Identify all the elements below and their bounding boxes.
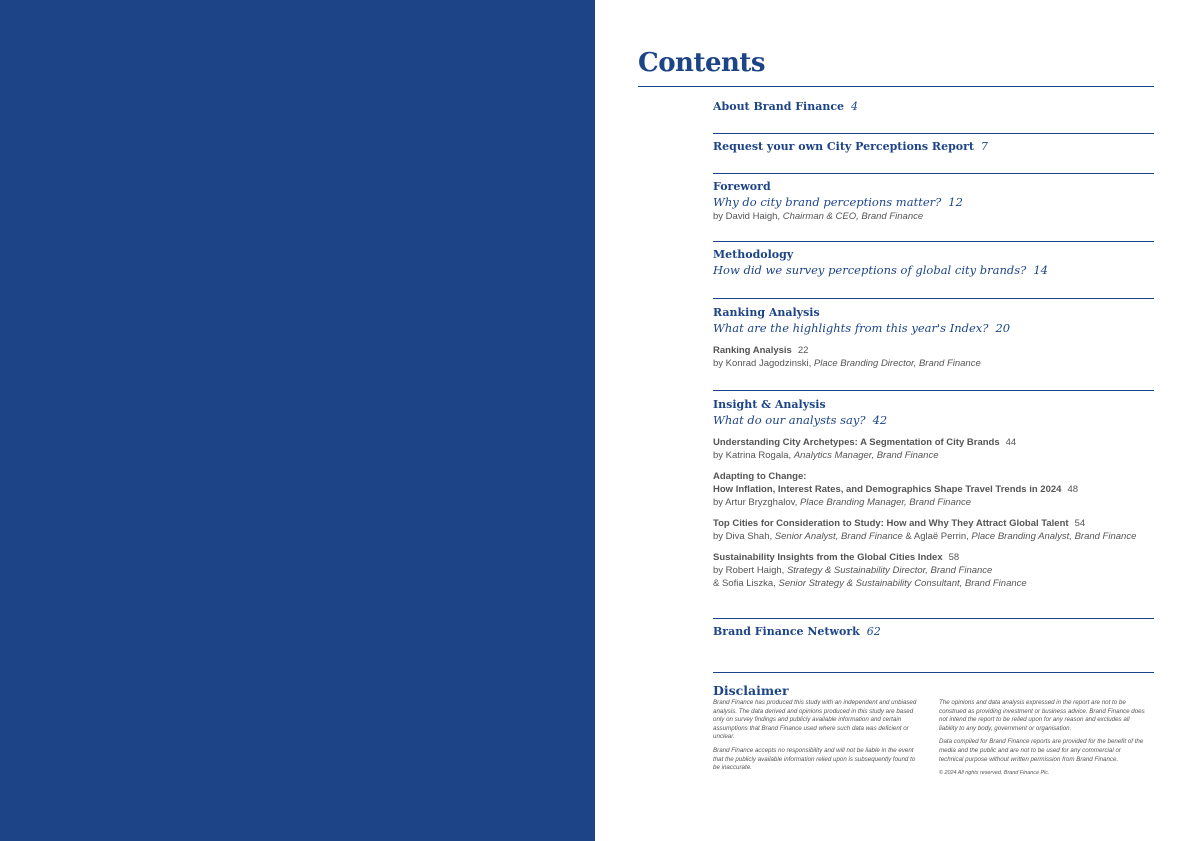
entry-page: 58 (948, 552, 960, 563)
toc-entry[interactable] (713, 517, 1154, 543)
toc-page: 14 (1033, 263, 1048, 277)
toc-title: Foreword (713, 180, 771, 193)
toc-entry[interactable] (713, 344, 1154, 370)
entry-page: 48 (1067, 484, 1079, 495)
toc-page: 42 (872, 413, 888, 427)
disclaimer-paragraph: The opinions and data analysis expressed in the report are not to be construed as providing investment or business advice. Brand Finance does not intend the report to be relied upon for any reason and excludes all liability to any body, government or organisation. (939, 699, 1145, 732)
toc-page: 7 (980, 140, 988, 153)
disclaimer-column-right (939, 699, 1147, 783)
toc-entry[interactable] (713, 470, 1154, 509)
divider (713, 672, 1154, 673)
byline: by Artur Bryzghalov, Place Branding Manager, Brand Finance (713, 497, 972, 508)
disclaimer-paragraph: Brand Finance accepts no responsibility and will not be liable in the event that the publicly available information relied upon is subsequently found to be inaccurate. (713, 746, 916, 772)
toc-section-ranking[interactable] (713, 306, 1154, 370)
entry-page: 22 (797, 345, 809, 356)
byline: by Konrad Jagodzinski, Place Branding Director, Brand Finance (713, 358, 981, 369)
entry-page: 44 (1005, 437, 1017, 448)
contents-page (595, 0, 1190, 841)
toc-entry[interactable] (713, 436, 1154, 462)
disclaimer-column-left (713, 699, 921, 778)
title-divider (638, 86, 1154, 87)
toc-title: Methodology (713, 248, 794, 261)
toc-entry[interactable] (713, 551, 1154, 590)
copyright: © 2024 All rights reserved. Brand Finance Plc. (939, 770, 1050, 777)
disclaimer-paragraph: Brand Finance has produced this study with an independent and unbiased analysis. The data derived and opinions produced in this study are based only on survey findings and publicly available information and certain assumptions that Brand Finance used where such data was deficient or unclear. (713, 699, 917, 741)
entry-title: Top Cities for Consideration to Study: How and Why They Attract Global Talent (713, 518, 1069, 529)
toc-title: Request your own City Perceptions Report (713, 140, 974, 153)
disclaimer-title: Disclaimer (713, 683, 789, 698)
byline: by Katrina Rogala, Analytics Manager, Brand Finance (713, 450, 939, 461)
entry-title: Understanding City Archetypes: A Segmentation of City Brands (713, 437, 1000, 448)
entry-title: Sustainability Insights from the Global Cities Index (713, 552, 943, 563)
toc-section-insight[interactable] (713, 398, 1154, 590)
divider (713, 133, 1154, 134)
toc-page: 12 (948, 195, 963, 209)
toc-title: Ranking Analysis (713, 306, 820, 319)
entry-page: 54 (1074, 518, 1086, 529)
entry-title: How Inflation, Interest Rates, and Demographics Shape Travel Trends in 2024 (713, 484, 1062, 495)
divider (713, 618, 1154, 619)
toc-section-foreword[interactable] (713, 180, 1154, 223)
toc-section-about[interactable] (713, 100, 1154, 114)
entry-title-line1: Adapting to Change: (713, 471, 807, 482)
toc-section-network[interactable] (713, 625, 1154, 639)
divider (713, 173, 1154, 174)
toc-subtitle: How did we survey perceptions of global city brands? (713, 263, 1027, 277)
byline: by Robert Haigh, Strategy & Sustainability Director, Brand Finance (713, 565, 993, 576)
byline: by David Haigh, Chairman & CEO, Brand Finance (713, 211, 924, 222)
toc-section-methodology[interactable] (713, 248, 1154, 278)
toc-page: 4 (851, 100, 859, 113)
toc-page: 62 (866, 625, 881, 638)
toc-title: Brand Finance Network (713, 625, 860, 638)
disclaimer-paragraph: Data compiled for Brand Finance reports are provided for the benefit of the media and the public and are not to be used for any commercial or technical purpose without written permission from Brand Finance. (939, 738, 1144, 763)
toc-title: About Brand Finance (713, 100, 845, 113)
toc-subtitle: What do our analysts say? (713, 413, 866, 427)
byline-second-author: & Sofia Liszka, Senior Strategy & Sustainability Consultant, Brand Finance (713, 578, 1027, 589)
toc-section-request[interactable] (713, 140, 1154, 154)
entry-title: Ranking Analysis (713, 345, 792, 356)
divider (713, 390, 1154, 391)
byline: by Diva Shah, Senior Analyst, Brand Finance & Aglaë Perrin, Place Branding Analyst, Brand Finance (713, 531, 1137, 542)
toc-subtitle: What are the highlights from this year's Index? (713, 321, 989, 335)
divider (713, 241, 1154, 242)
toc-title: Insight & Analysis (713, 398, 826, 411)
page-title: Contents (638, 48, 766, 78)
divider (713, 298, 1154, 299)
toc-page: 20 (995, 321, 1011, 335)
toc-subtitle: Why do city brand perceptions matter? (713, 195, 942, 209)
